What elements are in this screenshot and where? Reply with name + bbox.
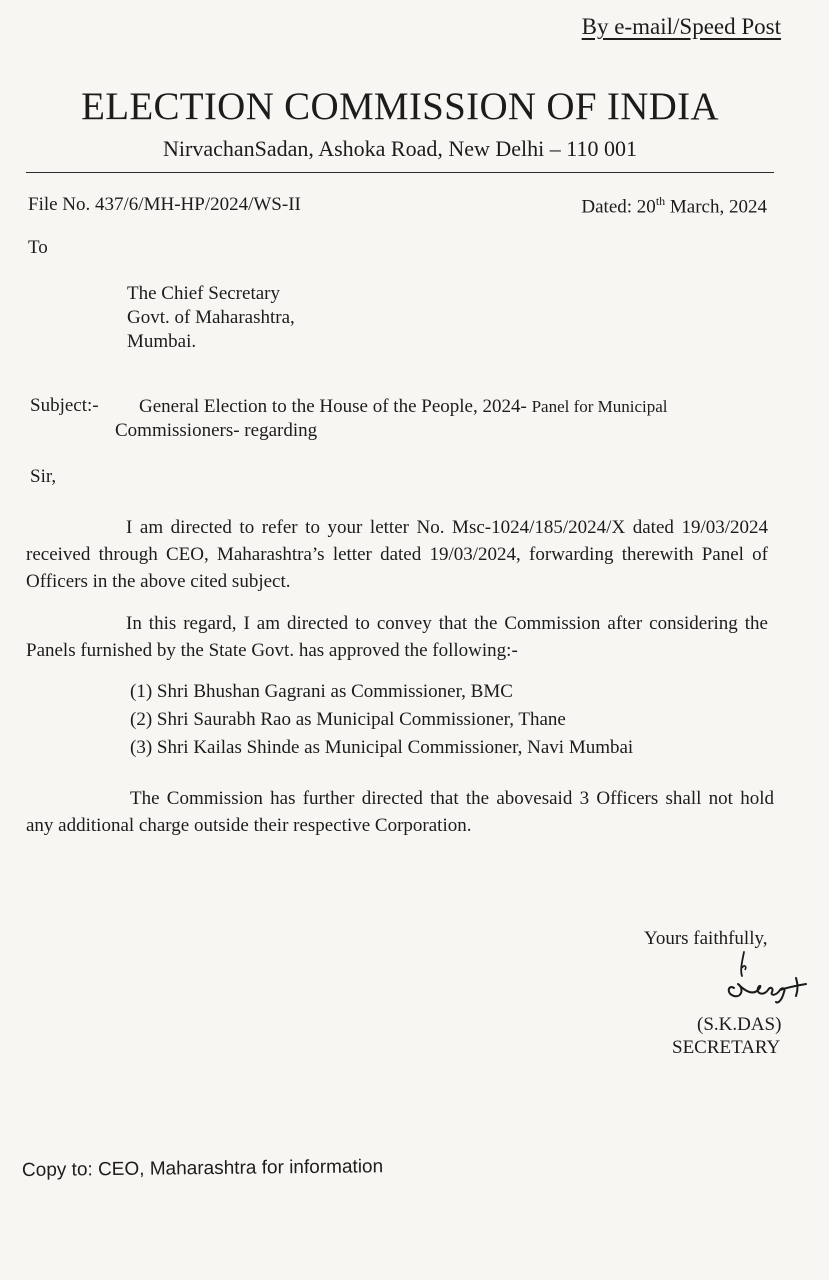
subject-label: Subject:- [30, 395, 99, 416]
date-rest: March, 2024 [665, 196, 767, 218]
recipient-line-1: The Chief Secretary [127, 283, 280, 304]
subject-continued: Commissioners- regarding [115, 420, 318, 441]
signature-icon [714, 944, 814, 1006]
recipient-line-3: Mumbai. [127, 331, 197, 352]
subject-main: General Election to the House of the People, 2024- [139, 396, 532, 417]
paragraph-2: In this regard, I am directed to convey that the Commission after considering the Panels furnished by the State Govt. has approved the following:- [26, 613, 768, 661]
signatory-designation: SECRETARY [672, 1037, 781, 1058]
subject-text [115, 395, 767, 443]
signatory-name: (S.K.DAS) [697, 1014, 782, 1035]
approved-item-1: (1) Shri Bhushan Gagrani as Commissioner, BMC [130, 681, 513, 702]
approved-item-2: (2) Shri Saurabh Rao as Municipal Commissioner, Thane [130, 709, 566, 730]
to-label: To [28, 237, 48, 258]
approved-item-3: (3) Shri Kailas Shinde as Municipal Commissioner, Navi Mumbai [130, 737, 634, 758]
paragraph-1: I am directed to refer to your letter No. Msc-1024/185/2024/X dated 19/03/2024 received through CEO, Maharashtra’s letter dated 19/03/2024, forwarding therewith Panel of Officers in the above cited subject. [26, 517, 768, 592]
organization-address: NirvachanSadan, Ashoka Road, New Delhi – 110 001 [163, 136, 637, 161]
delivery-mode: By e-mail/Speed Post [581, 14, 781, 39]
salutation: Sir, [30, 466, 57, 487]
sign-off: Yours faithfully, [644, 928, 768, 949]
recipient-line-2: Govt. of Maharashtra, [127, 307, 295, 328]
copy-to: Copy to: CEO, Maharashtra for information [21, 1156, 384, 1181]
header-divider [26, 172, 774, 173]
date-prefix: Dated: 20 [581, 196, 656, 218]
subject-small: Panel for Municipal [531, 397, 668, 416]
organization-title: ELECTION COMMISSION OF INDIA [81, 85, 719, 128]
file-number: File No. 437/6/MH-HP/2024/WS-II [28, 194, 301, 215]
paragraph-3: The Commission has further directed that the abovesaid 3 Officers shall not hold any additional charge outside their respective Corporation. [26, 788, 774, 836]
letter-date [581, 194, 767, 218]
date-ordinal: th [655, 194, 666, 208]
